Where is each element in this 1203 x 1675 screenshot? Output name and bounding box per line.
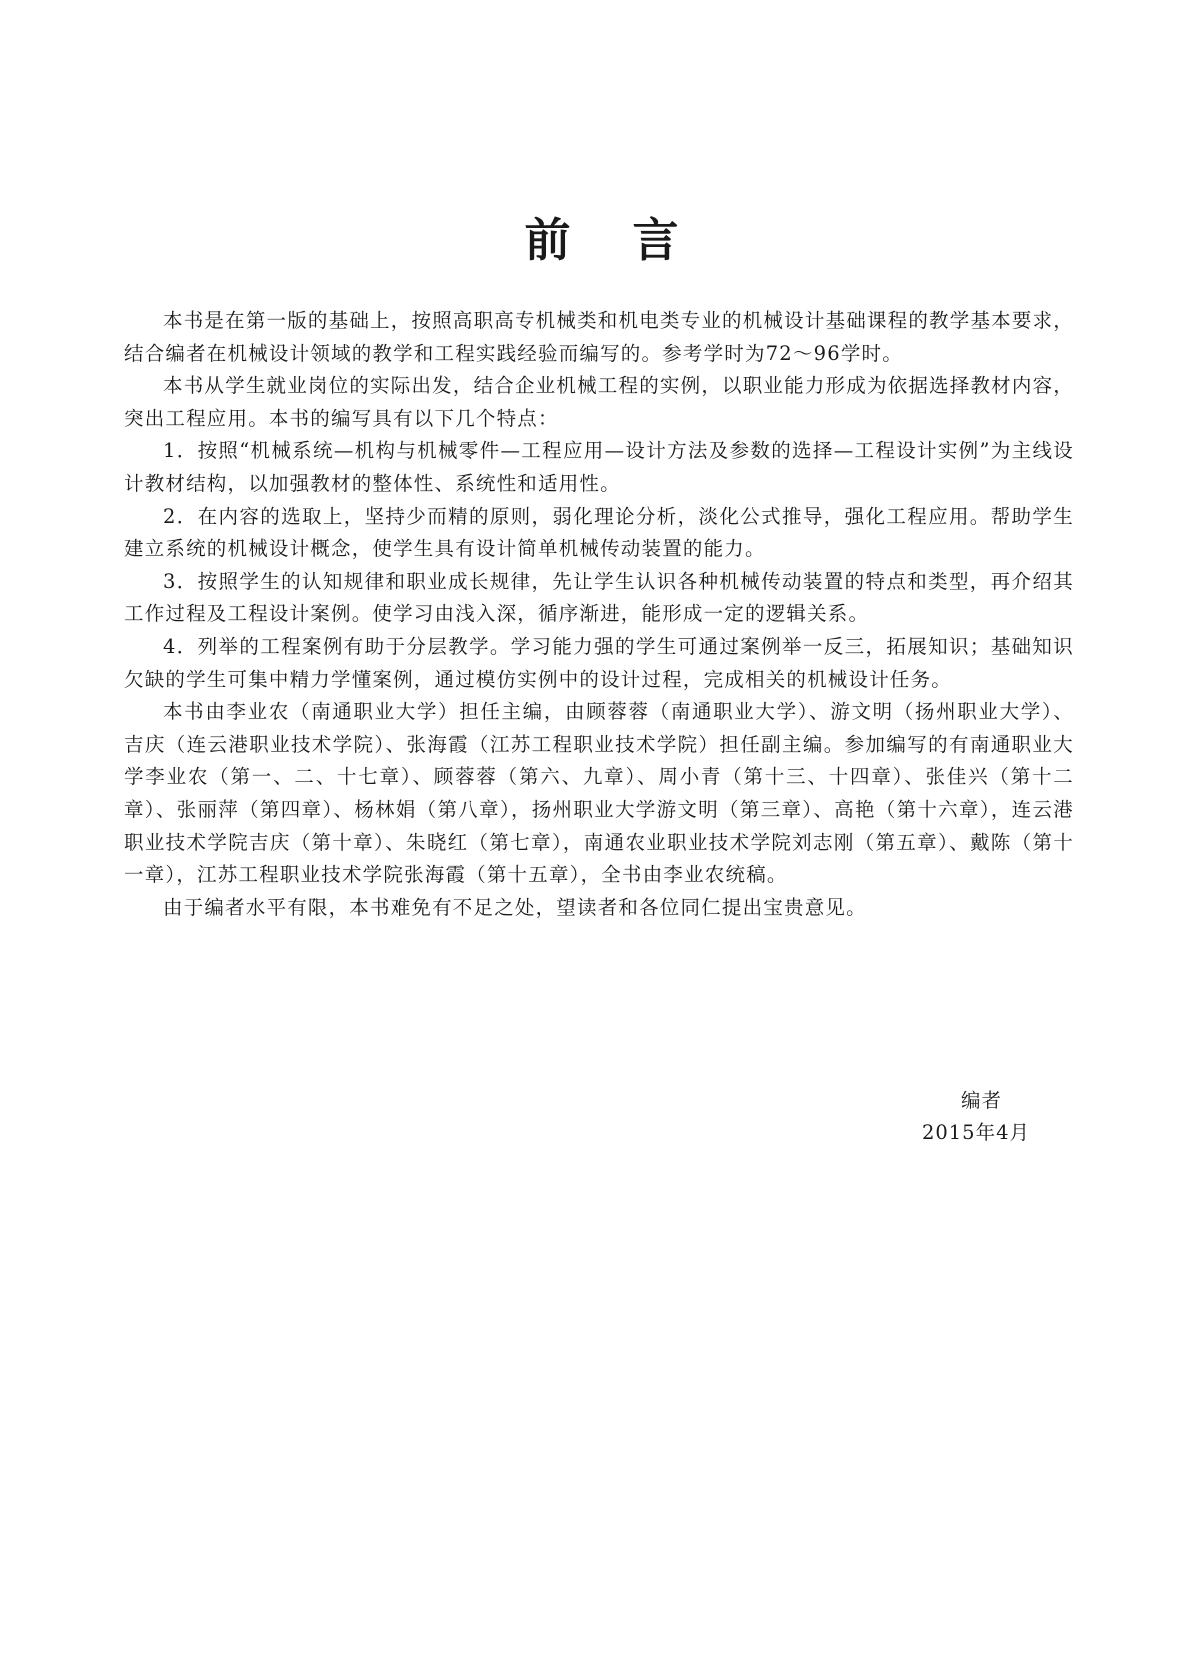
paragraph-feature-4: 4．列举的工程案例有助于分层教学。学习能力强的学生可通过案例举一反三，拓展知识；基础知识欠缺的学生可集中精力学懂案例，通过模仿实例中的设计过程，完成相关的机械设计任务。 [124, 634, 1074, 691]
paragraph-feature-2: 2．在内容的选取上，坚持少而精的原则，弱化理论分析，淡化公式推导，强化工程应用。帮助学生建立系统的机械设计概念，使学生具有设计简单机械传动装置的能力。 [124, 504, 1074, 561]
paragraph-authors: 本书由李业农（南通职业大学）担任主编，由顾蓉蓉（南通职业大学）、游文明（扬州职业大学）、吉庆（连云港职业技术学院）、张海霞（江苏工程职业技术学院）担任副主编。参加编写的有南通职业大学李业农（第一、二、十七章）、顾蓉蓉（第六、九章）、周小青（第十三、十四章）、张佳兴（第十二章）、张丽萍（第四章）、杨林娟（第八章），扬州职业大学游文明（第三章）、高艳（第十六章），连云港职业技术学院吉庆（第十章）、朱晓红（第七章），南通农业职业技术学院刘志刚（第五章）、戴陈（第十一章），江苏工程职业技术学院张海霞（第十五章），全书由李业农统稿。 [124, 700, 1074, 887]
page-title: 前言 [524, 213, 741, 267]
paragraph-features-intro: 本书从学生就业岗位的实际出发，结合企业机械工程的实例，以职业能力形成为依据选择教材内容，突出工程应用。本书的编写具有以下几个特点： [124, 374, 1074, 430]
paragraph-feature-1: 1．按照“机械系统—机构与机械零件—工程应用—设计方法及参数的选择—工程设计实例”为主线设计教材结构，以加强教材的整体性、系统性和适用性。 [124, 439, 1074, 495]
signature-author: 编者 [960, 1089, 1002, 1112]
paragraph-intro: 本书是在第一版的基础上，按照高职高专机械类和机电类专业的机械设计基础课程的教学基本要求，结合编者在机械设计领域的教学和工程实践经验而编写的。参考学时为72～96学时。 [124, 309, 1074, 365]
signature-date: 2015年4月 [921, 1121, 1030, 1144]
paragraph-feature-3: 3．按照学生的认知规律和职业成长规律，先让学生认识各种机械传动装置的特点和类型，再介绍其工作过程及工程设计案例。使学习由浅入深，循序渐进，能形成一定的逻辑关系。 [124, 569, 1074, 626]
preface-body [124, 305, 1074, 924]
paragraph-closing: 由于编者水平有限，本书难免有不足之处，望读者和各位同仁提出宝贵意见。 [163, 895, 867, 919]
